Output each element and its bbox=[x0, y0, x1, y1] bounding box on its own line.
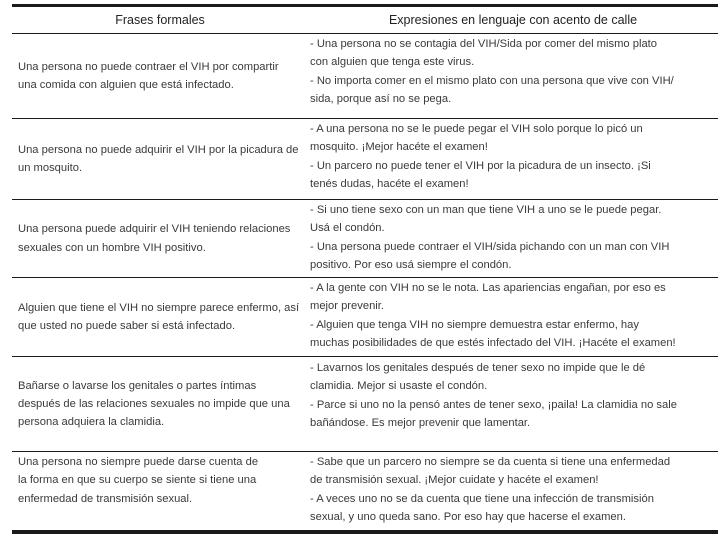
street-cell: - Lavarnos los genitales después de tener sexo no impide que le dé clamidia. Mejor si usaste el condón. - Parce si uno no la pensó antes de tener sexo, ¡paila! La clamidia no sale bañándose. Es mejor prevenir que lamentar. bbox=[310, 362, 677, 429]
formal-cell: Una persona no puede contraer el VIH por compartir una comida con alguien que está infectado. bbox=[18, 60, 279, 91]
table-row bbox=[12, 200, 718, 278]
formal-cell: Bañarse o lavarse los genitales o partes íntimas después de las relaciones sexuales no impide que una persona adquiera la clamidia. bbox=[18, 379, 290, 429]
table-bottom-rule bbox=[12, 531, 718, 534]
table-row bbox=[12, 34, 718, 119]
table-row bbox=[12, 357, 718, 452]
street-cell: - A la gente con VIH no se le nota. Las apariencias engañan, por eso es mejor prevenir. - Alguien que tenga VIH no siempre demuestra estar enfermo, hay muchas posibilidades de que estés infectado del VIH. ¡Hacéte el examen! bbox=[310, 282, 676, 349]
header-street: Expresiones en lenguaje con acento de calle bbox=[388, 13, 638, 27]
street-cell: - Sabe que un parcero no siempre se da cuenta si tiene una enfermedad de transmisión sexual. ¡Mejor cuidate y hacéte el examen! - A veces uno no se da cuenta que tiene una infección de transmisión sexual, y uno queda sano. Por eso hay que hacerse el examen. bbox=[310, 456, 671, 523]
table-row bbox=[12, 452, 718, 531]
formal-cell: Una persona puede adquirir el VIH teniendo relaciones sexuales con un hombre VIH positivo. bbox=[18, 223, 291, 254]
street-cell: - Una persona no se contagia del VIH/Sida por comer del mismo plato con alguien que tenga este virus. - No importa comer en el mismo plato con una persona que vive con VIH/ sida, porque así no se pega. bbox=[310, 38, 674, 105]
formal-cell: Alguien que tiene el VIH no siempre parece enfermo, así que usted no puede saber si está infectado. bbox=[18, 301, 300, 332]
formal-cell: Una persona no puede adquirir el VIH por la picadura de un mosquito. bbox=[18, 143, 299, 174]
street-cell: - A una persona no se le puede pegar el VIH solo porque lo picó un mosquito. ¡Mejor hacéte el examen! - Un parcero no puede tener el VIH por la picadura de un insecto. ¡Si tenés dudas, hacéte el examen! bbox=[310, 123, 651, 190]
street-cell: - Si uno tiene sexo con un man que tiene VIH a uno se le puede pegar. Usá el condón. - Una persona puede contraer el VIH/sida pichando con un man con VIH positivo. Por eso usá siempre el condón. bbox=[310, 204, 670, 271]
formal-cell: Una persona no siempre puede darse cuenta de la forma en que su cuerpo se siente si tiene una enfermedad de transmisión sexual. bbox=[18, 456, 259, 505]
table-header bbox=[12, 7, 718, 34]
table-row bbox=[12, 119, 718, 200]
header-formal: Frases formales bbox=[115, 13, 205, 27]
table-row bbox=[12, 278, 718, 357]
comparison-table bbox=[12, 4, 718, 534]
